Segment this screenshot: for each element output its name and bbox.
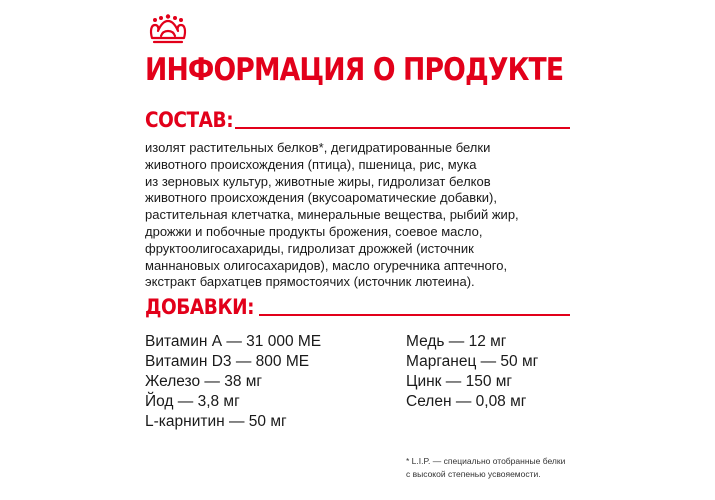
page-title: ИНФОРМАЦИЯ О ПРОДУКТЕ <box>145 52 564 88</box>
composition-line: растительная клетчатка, минеральные вещества, рыбий жир, <box>145 207 519 223</box>
additive-item: Медь — 12 мг <box>406 333 507 350</box>
composition-line: маннановых олигосахаридов), масло огуречника аптечного, <box>145 257 508 273</box>
composition-line: фруктоолигосахариды, гидролизат дрожжей (источник <box>145 240 474 256</box>
additives-heading: ДОБАВКИ: <box>145 295 255 319</box>
footnote-line: с высокой степенью усвояемости. <box>406 469 541 479</box>
composition-text <box>145 140 565 291</box>
composition-line: животного происхождения (птица), пшеница, рис, мука <box>145 156 477 172</box>
additives-divider <box>259 314 570 316</box>
additive-item: Железо — 38 мг <box>145 373 263 390</box>
composition-line: изолят растительных белков*, дегидратированные белки <box>145 140 491 155</box>
composition-line: экстракт бархатцев прямостоячих (источник лютеина). <box>145 274 475 290</box>
additive-item: Марганец — 50 мг <box>406 353 539 370</box>
additive-item: Йод — 3,8 мг <box>145 393 240 410</box>
composition-line: из зерновых культур, животные жиры, гидролизат белков <box>145 173 491 189</box>
additives-header <box>145 297 570 318</box>
additive-item: Витамин D3 — 800 МЕ <box>145 353 310 370</box>
composition-line: животного происхождения (вкусоароматические добавки), <box>145 190 497 206</box>
footnote <box>406 455 576 481</box>
additive-item: Селен — 0,08 мг <box>406 393 527 410</box>
additive-item: Цинк — 150 мг <box>406 373 513 390</box>
composition-line: дрожжи и побочные продукты брожения, соевое масло, <box>145 223 483 239</box>
additives-list-left <box>145 332 321 432</box>
crown-icon <box>145 14 191 46</box>
additive-item: L-карнитин — 50 мг <box>145 413 287 430</box>
composition-header <box>145 110 570 131</box>
footnote-line: * L.I.P. — специально отобранные белки <box>406 456 566 466</box>
additives-list-right <box>406 332 538 412</box>
additive-item: Витамин А — 31 000 МЕ <box>145 333 322 350</box>
composition-heading: СОСТАВ: <box>145 108 234 132</box>
composition-divider <box>235 127 570 129</box>
